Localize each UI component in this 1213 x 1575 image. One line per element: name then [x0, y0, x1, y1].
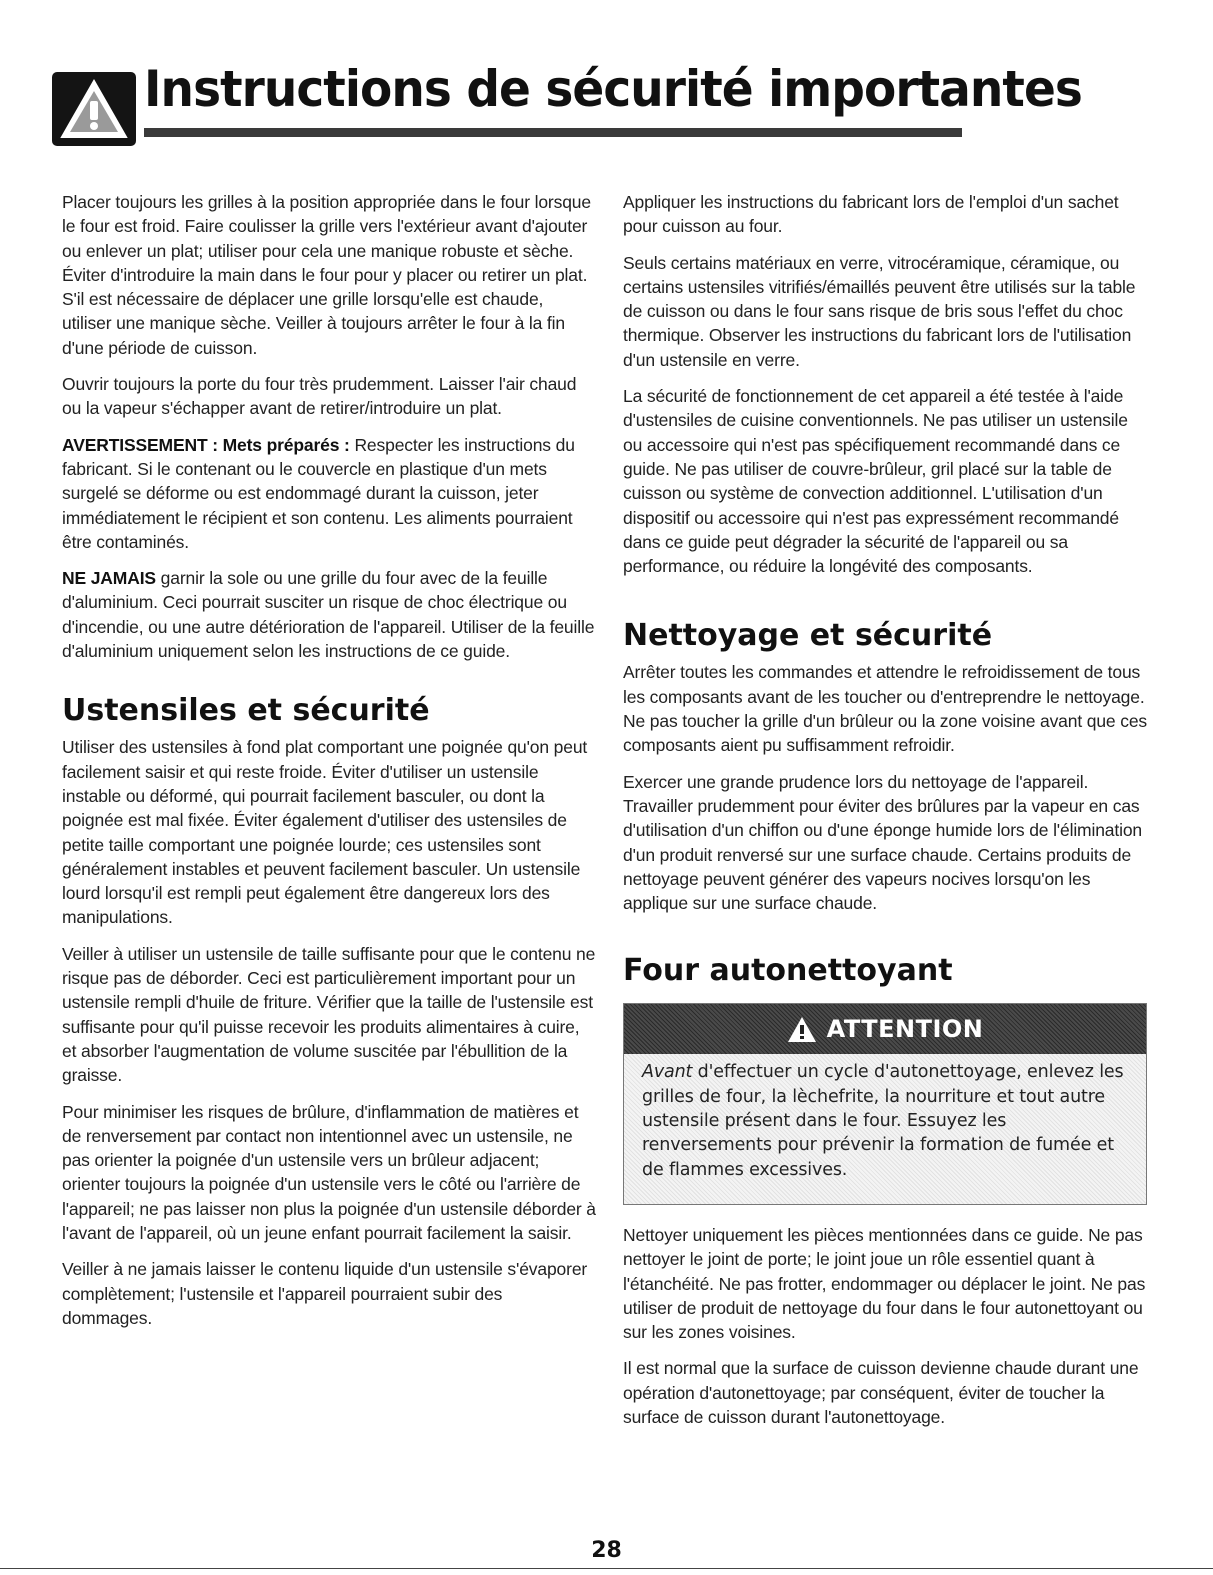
paragraph-securite-fonctionnement: La sécurité de fonctionnement de cet appareil a été testée à l'aide d'ustensiles de cuisine conventionnels. Ne pas utiliser un ustensile ou accessoire qui n'est pas spécifiquement recommandé dans ce guide. Ne pas utiliser de couvre-brûleur, gril placé sur la table de cuisson ou système de convection additionnel. L'utilisation d'un dispositif ou accessoire qui n'est pas expressément recommandé dans ce guide peut dégrader la sécurité de l'appareil ou sa performance, ou réduire la longévité des composants.: [623, 386, 1128, 577]
attention-box: [623, 1003, 1147, 1204]
heading-four-autonettoyant: Four autonettoyant: [623, 953, 953, 989]
paragraph-verre: Seuls certains matériaux en verre, vitrocéramique, céramique, ou certains ustensiles vitrifiés/émaillés peuvent être utilisés sur la table de cuisson ou dans le four sans risque de bris sous l'effet du choc thermique. Observer les instructions du fabricant lors de l'utilisation d'un ustensile en verre.: [623, 252, 1136, 370]
paragraph-surface-chaude: Il est normal que la surface de cuisson devienne chaude durant une opération d'autonettoyage; par conséquent, éviter de toucher la surface de cuisson durant l'autonettoyage.: [623, 1358, 1139, 1427]
paragraph-porte: Ouvrir toujours la porte du four très prudemment. Laisser l'air chaud ou la vapeur s'échapper avant de retirer/introduire un plat.: [62, 374, 577, 419]
paragraph-taille: Veiller à utiliser un ustensile de taille suffisante pour que le contenu ne risque pas de déborder. Ceci est particulièrement important pour un ustensile rempli d'huile de friture. Vérifier que la taille de l'ustensile est suffisante pour qu'il puisse recevoir les produits alimentaires à cuire, et absorber l'augmentation de volume suscitée par l'ébullition de la graisse.: [62, 943, 596, 1086]
page-number: 28: [591, 1538, 622, 1563]
ne-jamais-text: garnir la sole ou une grille du four avec de la feuille d'aluminium. Ceci pourrait susciter un risque de choc électrique ou d'incendie, ou une autre détérioration de l'appareil. Utiliser de la feuille d'aluminium uniquement selon les instructions de ce guide.: [62, 568, 595, 662]
paragraph-sachet: Appliquer les instructions du fabricant lors de l'emploi d'un sachet pour cuisson au four.: [623, 192, 1119, 237]
avertissement-label: AVERTISSEMENT : Mets préparés :: [62, 434, 350, 455]
paragraph-grilles: Placer toujours les grilles à la position appropriée dans le four lorsque le four est froid. Faire coulisser la grille vers l'extérieur avant d'ajouter ou enlever un plat; utiliser pour cela une manique robuste et sèche. Éviter d'introduire la main dans le four pour y placer ou retirer un plat. S'il est nécessaire de déplacer une grille lorsqu'elle est chaude, utiliser une manique sèche. Veiller à toujours arrêter le four à la fin d'une période de cuisson.: [62, 192, 591, 358]
heading-ustensiles: Ustensiles et sécurité: [62, 693, 430, 729]
paragraph-avertissement: [62, 433, 596, 554]
ne-jamais-label: NE JAMAIS: [62, 568, 156, 589]
paragraph-ne-jamais: [62, 566, 596, 663]
paragraph-prudence: Exercer une grande prudence lors du nettoyage de l'appareil. Travailler prudemment pour éviter des brûlures par la vapeur en cas d'utilisation d'un chiffon ou d'une éponge humide lors de l'élimination d'un produit renversé sur une surface chaude. Certains produits de nettoyage peuvent générer des vapeurs nocives lorsqu'on les applique sur une surface chaude.: [623, 771, 1142, 914]
right-column: [623, 190, 1151, 1441]
header-rule: [144, 128, 962, 137]
attention-bar: [624, 1004, 1146, 1054]
warning-triangle-icon: [52, 72, 136, 146]
page-header: [52, 58, 1082, 168]
attention-text-body: d'effectuer un cycle d'autonettoyage, enlevez les grilles de four, la lèchefrite, la nourriture et tout autre ustensile présent dans le four. Essuyez les renversements pour prévenir la formation de fumée et de flammes excessives.: [642, 1062, 1124, 1180]
attention-text: [624, 1054, 1146, 1191]
paragraph-fond-plat: Utiliser des ustensiles à fond plat comportant une poignée qu'on peut facilement saisir et qui reste froide. Éviter d'utiliser un ustensile instable ou déformé, qui pourrait facilement basculer, ou dont la poignée est mal fixée. Éviter également d'utiliser des ustensiles de petite taille comportant une poignée lourde; ces ustensiles sont généralement instables et peuvent facilement basculer. Un ustensile lourd lorsqu'il est rempli peut également être dangereux lors des manipulations.: [62, 737, 588, 928]
heading-nettoyage: Nettoyage et sécurité: [623, 618, 993, 654]
page-title: Instructions de sécurité importantes: [144, 60, 1082, 118]
attention-triangle-icon: [787, 1016, 817, 1043]
avertissement-text: Respecter les instructions du fabricant. Si le contenant ou le couvercle en plastique d'un mets surgelé se déforme ou est endommagé durant la cuisson, jeter immédiatement le récipient et son contenu. Les aliments pourraient être contaminés.: [62, 434, 575, 552]
paragraph-brulure: Pour minimiser les risques de brûlure, d'inflammation de matières et de renversement par contact non intentionnel avec un ustensile, ne pas orienter la poignée d'un ustensile vers un brûleur adjacent; orienter toujours la poignée d'un ustensile vers le côté ou l'arrière de l'appareil; ne pas laisser non plus la poignée d'un ustensile déborder à l'avant de l'appareil, où un jeune enfant pourrait facilement la saisir.: [62, 1101, 596, 1243]
attention-text-italic: Avant: [642, 1062, 693, 1083]
attention-label: ATTENTION: [826, 1015, 984, 1044]
footer-rule: [0, 1568, 1213, 1569]
paragraph-nettoyer-pieces: Nettoyer uniquement les pièces mentionnées dans ce guide. Ne pas nettoyer le joint de porte; le joint joue un rôle essentiel quant à l'étanchéité. Ne pas frotter, endommager ou déplacer le joint. Ne pas utiliser de produit de nettoyage du four dans le four autonettoyant ou sur les zones voisines.: [623, 1224, 1146, 1343]
left-column: [62, 190, 596, 1342]
paragraph-evaporer: Veiller à ne jamais laisser le contenu liquide d'un ustensile s'évaporer complètement; l'ustensile et l'appareil pourraient subir des dommages.: [62, 1259, 588, 1328]
paragraph-arreter: Arrêter toutes les commandes et attendre le refroidissement de tous les composants avant de les toucher ou d'entreprendre le nettoyage. Ne pas toucher la grille d'un brûleur ou la zone voisine avant que ces composants aient pu suffisamment refroidir.: [623, 662, 1148, 756]
